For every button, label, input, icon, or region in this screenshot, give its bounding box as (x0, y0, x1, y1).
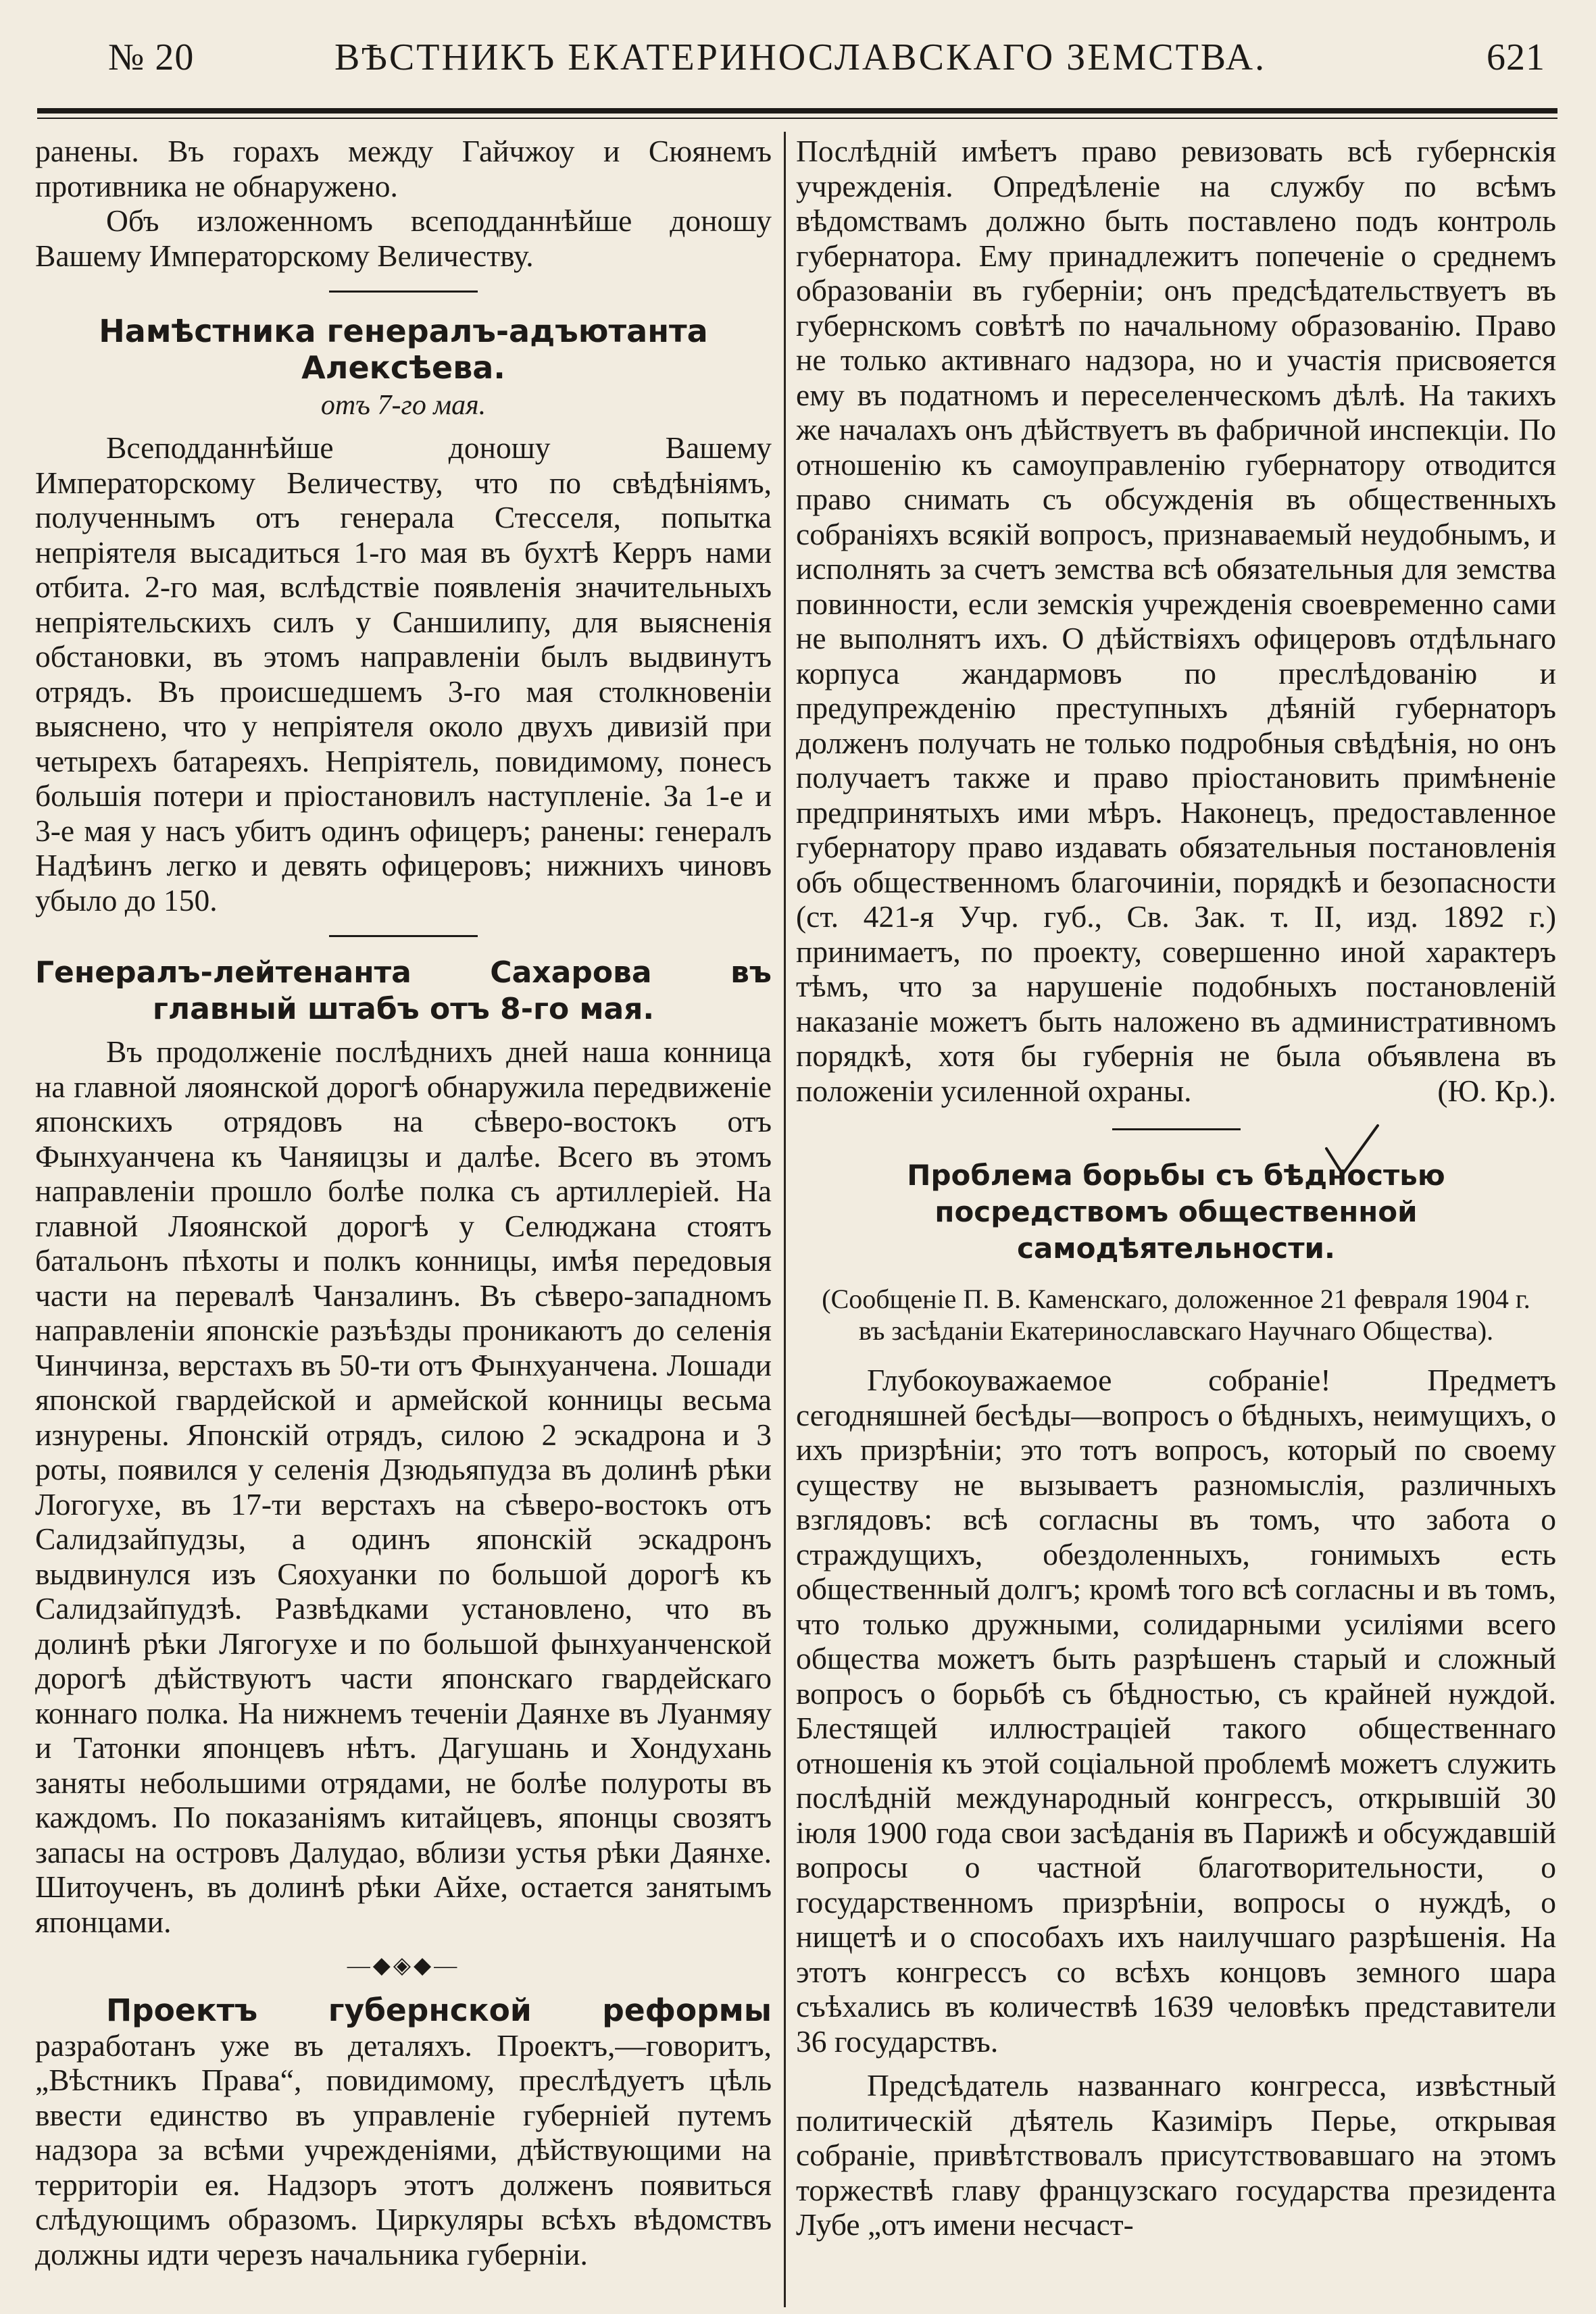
paragraph: Глубокоуважаемое собраніе! Предметъ сегодняшней бесѣды—вопросъ о бѣдныхъ, неимущихъ, о ихъ призрѣніи; это тотъ вопросъ, который по своему существу не вызываетъ разномыслія, различныхъ взглядовъ: всѣ согласны въ томъ, что забота о страждущихъ, обездоленныхъ, гонимыхъ есть общественный долгъ; кромѣ того всѣ согласны и въ томъ, что только дружными, солидарными усиліями всего общества можетъ быть разрѣшенъ старый и сложный вопросъ о борьбѣ съ бѣдностью, съ крайней нуждой. Блестящей иллюстраціей такого общественнаго отношенія къ этой соціальной проблемѣ можетъ служить послѣдній международный конгрессъ, открывшій 30 іюля 1900 года свои засѣданія въ Парижѣ и обсуждавшій вопросы о частной благотворительности, о государственномъ призрѣніи, вопросы о нуждѣ, о нищетѣ и о способахъ ихъ наилучшаго разрѣшенія. На этотъ конгрессъ со всѣхъ концовъ земного шара съѣхались въ количествѣ 1639 человѣкъ представители 36 государствъ. (796, 1363, 1556, 2059)
paragraph: ранены. Въ горахъ между Гайчжоу и Сюянемъ противника не обнаружено. (35, 134, 772, 203)
paragraph: Предсѣдатель названнаго конгресса, извѣстный политическій дѣятель Казиміръ Перье, открывая собраніе, привѣтствовалъ присутствовавшаго на этомъ торжествѣ главу французскаго государства президента Лубе „отъ имени несчаст- (796, 2068, 1556, 2242)
paragraph-text: Объ изложенномъ всеподданнѣйше доношу Вашему Императорскому Величеству. (35, 203, 772, 273)
checkmark-icon (1321, 1122, 1382, 1182)
page-number: 621 (1487, 36, 1545, 78)
paragraph (35, 1993, 772, 2271)
page-header (37, 34, 1557, 81)
paragraph (35, 203, 772, 273)
journal-title: ВѢСТНИКЪ ЕКАТЕРИНОСЛАВСКАГО ЗЕМСТВА. (334, 36, 1267, 78)
header-rule-thin (37, 118, 1557, 119)
signature: (Ю. Кр.). (1437, 1073, 1556, 1108)
section-separator (1112, 1128, 1241, 1130)
section-heading: Генералъ-лейтенанта Сахарова въ главный штабъ отъ 8-го мая. (35, 955, 772, 1026)
header-rule-thick (37, 108, 1557, 114)
lead-phrase: Проектъ губернской реформы (106, 1992, 772, 2028)
paragraph-text: Послѣдній имѣетъ право ревизовать всѣ губернскія учрежденія. Опредѣленіе на службу по всѣмъ вѣдомствамъ должно быть поставлено подъ контроль губернатора. Ему принадлежитъ попеченіе о среднемъ образованіи въ губерніи; онъ предсѣдательствуетъ въ губернскомъ совѣтѣ по начальному образованію. Право не только активнаго надзора, но и участія присвояется ему въ податномъ и переселенческомъ дѣлѣ. На такихъ же началахъ онъ дѣйствуетъ въ фабричной инспекціи. По отношенію къ самоуправленію губернатору отводится право снимать съ обсужденія въ общественныхъ собраніяхъ всякій вопросъ, признаваемый неудобнымъ, и исполнять за счетъ земства всѣ обязательныя для земства повинности, если земскія учрежденія своевременно сами не выполнятъ ихъ. О дѣйствіяхъ офицеровъ отдѣльнаго корпуса жандармовъ по преслѣдованію и предупрежденію преступныхъ дѣяній губернаторъ долженъ получать не только подробныя свѣдѣнія, но онъ получаетъ также и право пріостановить примѣненіе предпринятыхъ ими мѣръ. Наконецъ, предоставленное губернатору право издавать обязательныя постановленія объ общественномъ благочиніи, порядкѣ и безопасности (ст. 421-я Учр. губ., Св. Зак. т. II, изд. 1892 г.) принимаетъ, по проекту, совершенно иной характеръ тѣмъ, что за нарушеніе подобныхъ постановленій наказаніе можетъ быть наложено въ административномъ порядкѣ, хотя бы губернія не была объявлена въ положеніи усиленной охраны. (796, 134, 1556, 1108)
paragraph: Въ продолженіе послѣднихъ дней наша конница на главной ляоянской дорогѣ обнаружила передвиженіе японскихъ отрядовъ на сѣверо-востокъ отъ Фынхуанчена къ Чаняицзы и далѣе. Всего въ этомъ направленіи прошло болѣе полка съ артиллеріей. На главной Ляоянской дорогѣ у Селюджана стоятъ батальонъ пѣхоты и полкъ конницы, имѣя передовыя части на перевалѣ Чанзалинъ. Въ сѣверо-западномъ направленіи японскіе разъѣзды проникаютъ до селенія Чинчинза, верстахъ въ 50-ти отъ Фынхуанчена. Лошади японской гвардейской и армейской конницы весьма изнурены. Японскій отрядъ, силою 2 эскадрона и 3 роты, появился у селенія Дзюдьяпудза въ долинѣ рѣки Логогухе, въ 17-ти верстахъ на сѣверо-востокъ отъ Салидзайпудзы, а одинъ японскій эскадронъ выдвинулся изъ Сяохуанки по большой дорогѣ къ Салидзайпудзѣ. Развѣдками установлено, что въ долинѣ рѣки Лягогухе и по большой фынхуанченской дорогѣ дѣйствуютъ части японскаго гвардейскаго коннаго полка. На нижнемъ теченіи Даянхе въ Луанмяу и Татонки японцевъ нѣтъ. Дагушань и Хондухань заняты небольшими отрядами, не болѣе полуроты въ каждомъ. По показаніямъ китайцевъ, японцы свозятъ запасы на островъ Далудао, вблизи устья рѣки Даянхе. Шитоученъ, въ долинѣ рѣки Айхе, остается занятымъ японцами. (35, 1034, 772, 1939)
section-separator (329, 935, 478, 937)
left-column (35, 134, 772, 2271)
section-heading: Намѣстника генералъ-адъютанта Алексѣева. (99, 313, 708, 386)
column-divider (784, 132, 786, 2307)
paragraph (796, 134, 1556, 1108)
right-column (796, 134, 1556, 2242)
paragraph: Всеподданнѣйше доношу Вашему Императорскому Величеству, что по свѣдѣніямъ, полученнымъ отъ генерала Стесселя, попытка непріятеля высадиться 1-го мая въ бухтѣ Керръ нами отбита. 2-го мая, вслѣдствіе появленія значительныхъ непріятельскихъ силъ у Саншилипу, для выясненія обстановки, въ этомъ направленіи былъ выдвинутъ отрядъ. Въ происшедшемъ 3-го мая столкновеніи выяснено, что у непріятеля около двухъ дивизій при четырехъ батареяхъ. Непріятель, повидимому, понесъ большія потери и пріостановилъ наступленіе. За 1-е и 3-е мая у насъ убитъ одинъ офицеръ; ранены: генералъ Надѣинъ легко и девять офицеровъ; нижнихъ чиновъ убыло до 150. (35, 430, 772, 917)
report-note: (Сообщеніе П. В. Каменскаго, доложенное 21 февраля 1904 г. въ засѣданіи Екатеринославскаго Научнаго Общества). (822, 1284, 1530, 1346)
ornament-divider: —◆◈◆— (347, 1953, 460, 1978)
issue-number: № 20 (108, 36, 195, 78)
section-heading: Проблема борьбы съ бѣдностью посредствомъ общественной самодѣятельности. (907, 1159, 1445, 1265)
section-date: отъ 7-го мая. (320, 390, 487, 421)
section-separator (329, 291, 478, 293)
paragraph-text: разработанъ уже въ деталяхъ. Проектъ,—говоритъ, „Вѣстникъ Права“, повидимому, преслѣдуетъ цѣль ввести единство въ управленіе губерніей путемъ надзора за всѣми учрежденіями, дѣйствующими на территоріи ея. Надзоръ этотъ долженъ появиться слѣдующимъ образомъ. Циркуляры всѣхъ вѣдомствъ должны идти черезъ начальника губерніи. (35, 2028, 772, 2271)
